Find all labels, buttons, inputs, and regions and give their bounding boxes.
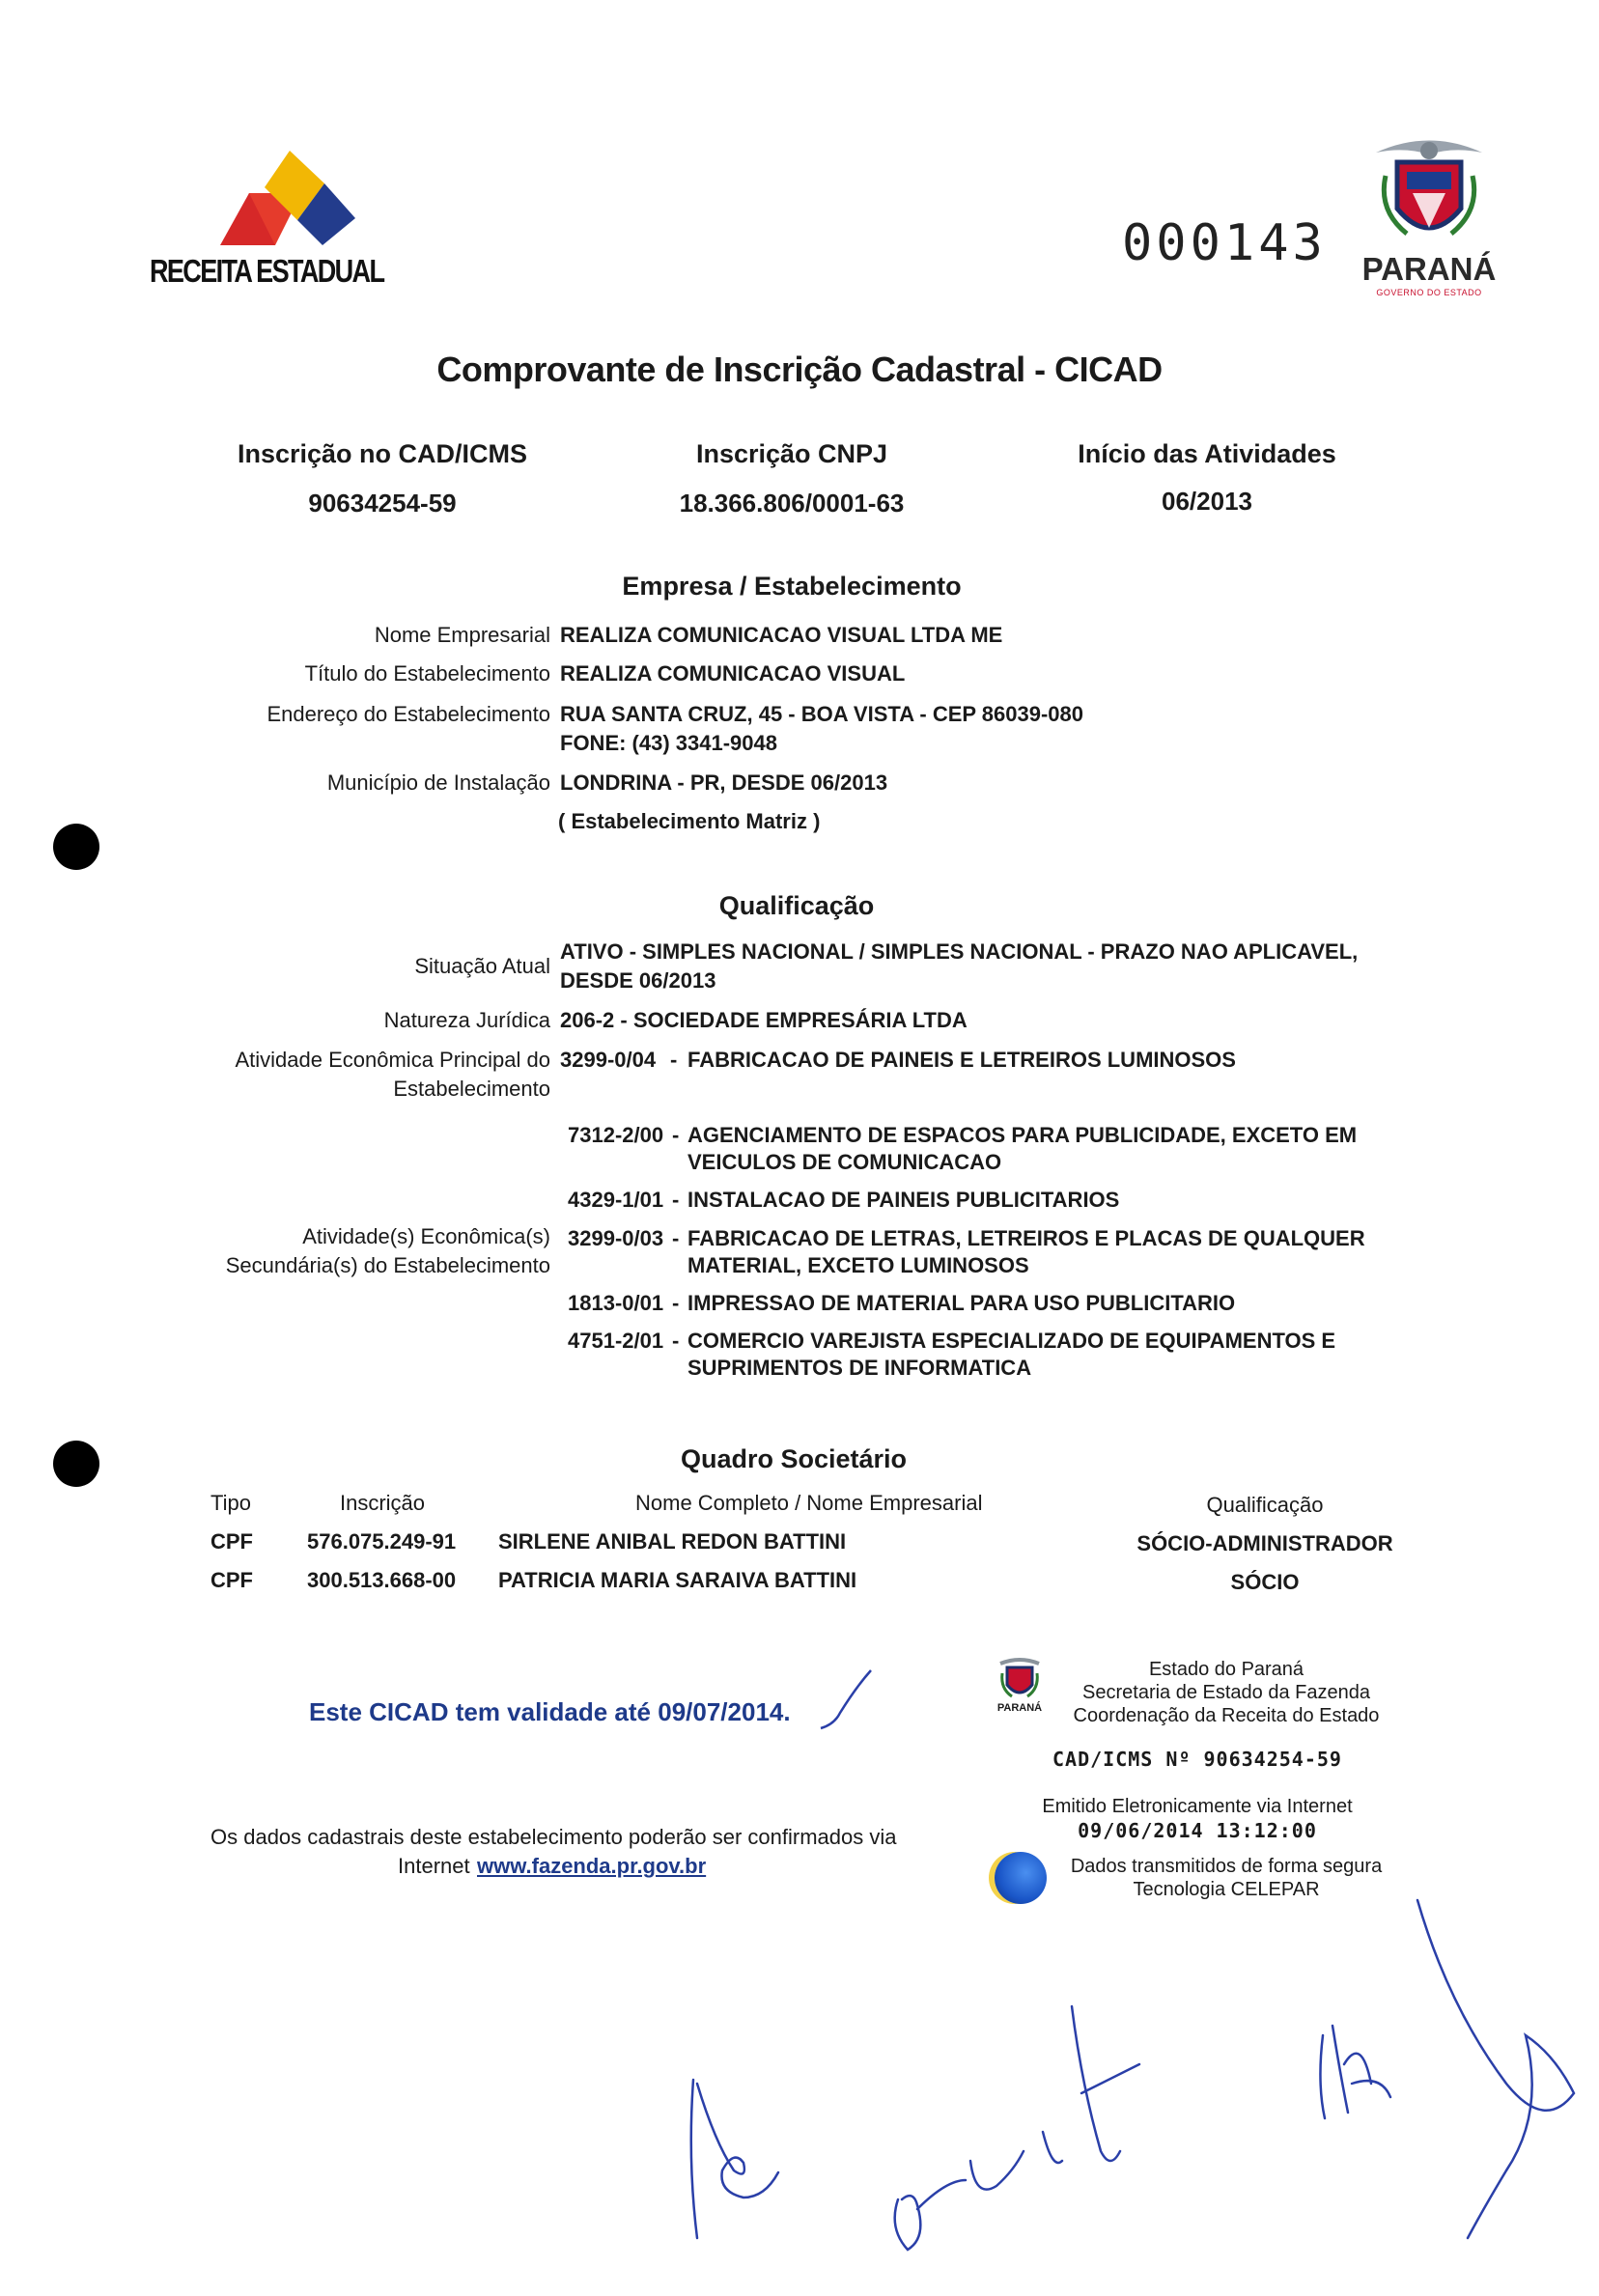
socio-inscricao: 300.513.668-00 [307,1568,457,1592]
socio-nome: PATRICIA MARIA SARAIVA BATTINI [498,1568,857,1592]
punch-hole-top [53,824,99,870]
socio-tipo: CPF [210,1529,253,1554]
fazenda-link[interactable]: www.fazenda.pr.gov.br [477,1854,707,1878]
natureza-juridica-value: 206-2 - SOCIEDADE EMPRESÁRIA LTDA [560,1008,968,1032]
estabelecimento-tipo: ( Estabelecimento Matriz ) [558,809,821,833]
stamp-datetime: 09/06/2014 13:12:00 [1078,1819,1317,1842]
atividade-secundaria-sep: - [672,1123,680,1147]
atividade-secundaria-desc: FABRICACAO DE LETRAS, LETREIROS E PLACAS DE QUALQUER [687,1226,1365,1250]
col-tipo-header: Tipo [210,1491,251,1515]
stamp-emitido: Emitido Eletronicamente via Internet [1042,1796,1353,1817]
signature-2 [895,2006,1139,2250]
footer-note-line2: Internet [398,1854,470,1878]
col-inscricao-header: Inscrição [340,1491,426,1515]
socio-inscricao: 576.075.249-91 [307,1529,457,1554]
parana-coat-of-arms [1357,133,1501,302]
situacao-value-line1: ATIVO - SIMPLES NACIONAL / SIMPLES NACIONAL - PRAZO NAO APLICAVEL, [560,939,1359,964]
atividade-secundaria-code: 4751-2/01 [568,1329,664,1353]
atividade-principal-code: 3299-0/04 [560,1048,657,1072]
mini-state-name: PARANÁ [996,1702,1043,1714]
nome-empresarial-value: REALIZA COMUNICACAO VISUAL LTDA ME [560,623,1003,647]
atividade-secundaria-label-line1: Atividade(s) Econômica(s) [302,1224,550,1248]
receita-estadual-logo [145,145,396,290]
signature-3 [1320,2026,1390,2118]
atividade-secundaria-desc: IMPRESSAO DE MATERIAL PARA USO PUBLICITARIO [687,1291,1236,1315]
nome-empresarial-label: Nome Empresarial [374,623,550,647]
atividade-secundaria-desc: AGENCIAMENTO DE ESPACOS PARA PUBLICIDADE, EXCETO EM [687,1123,1358,1147]
receita-logo-icon [193,145,386,251]
atividade-secundaria-sep: - [672,1188,680,1212]
quadro-societario-heading: Quadro Societário [680,1444,908,1473]
atividade-secundaria-code: 4329-1/01 [568,1188,664,1212]
atividade-secundaria-sep: - [672,1226,680,1250]
qualificacao-heading: Qualificação [718,891,875,920]
atividade-secundaria-desc: INSTALACAO DE PAINEIS PUBLICITARIOS [687,1188,1120,1212]
stamp-line2: Secretaria de Estado da Fazenda [1082,1682,1370,1703]
signature-4 [1417,1900,1574,2238]
natureza-juridica-label: Natureza Jurídica [383,1008,550,1032]
handwritten-signatures [0,1890,1599,2296]
atividade-secundaria-desc: COMERCIO VAREJISTA ESPECIALIZADO DE EQUIPAMENTOS E [687,1329,1336,1353]
atividade-secundaria-code: 1813-0/01 [568,1291,664,1315]
state-subtitle: GOVERNO DO ESTADO [1376,288,1482,297]
logo-text: RECEITA ESTADUAL [150,253,384,289]
atividade-secundaria-desc-cont: SUPRIMENTOS DE INFORMATICA [687,1356,1032,1380]
punch-hole-bottom [53,1441,99,1487]
cnpj-value: 18.366.806/0001-63 [679,489,905,518]
coat-of-arms-icon [1357,133,1501,249]
atividade-secundaria-code: 7312-2/00 [568,1123,664,1147]
atividade-principal-label-line2: Estabelecimento [393,1077,550,1101]
socio-tipo: CPF [210,1568,253,1592]
stamp-cad-icms: CAD/ICMS Nº 90634254-59 [1052,1748,1342,1771]
atividade-principal-sep: - [670,1048,678,1072]
cnpj-label: Inscrição CNPJ [695,439,888,468]
atividade-secundaria-desc-cont: MATERIAL, EXCETO LUMINOSOS [687,1253,1029,1277]
state-name: PARANÁ [1361,251,1497,287]
titulo-estabelecimento-label: Título do Estabelecimento [304,661,550,686]
socio-qualificacao: SÓCIO-ADMINISTRADOR [1136,1531,1393,1555]
atividade-secundaria-desc-cont: VEICULOS DE COMUNICACAO [687,1150,1002,1174]
titulo-estabelecimento-value: REALIZA COMUNICACAO VISUAL [560,661,906,686]
page-title: Comprovante de Inscrição Cadastral - CICAD [436,350,1163,389]
situacao-value-line2: DESDE 06/2013 [560,968,716,993]
situacao-label: Situação Atual [414,954,550,978]
atividade-principal-label-line1: Atividade Econômica Principal do [235,1048,550,1072]
stamp-line1: Estado do Paraná [1148,1659,1304,1680]
atividade-secundaria-sep: - [672,1329,680,1353]
socio-qualificacao: SÓCIO [1230,1570,1300,1594]
col-nome-header: Nome Completo / Nome Empresarial [635,1491,983,1515]
cad-icms-value: 90634254-59 [308,489,457,518]
inicio-atividades-label: Início das Atividades [1078,439,1336,468]
validade-checkmark [817,1666,875,1734]
endereco-label: Endereço do Estabelecimento [266,702,550,726]
validade-note: Este CICAD tem validade até 09/07/2014. [309,1697,791,1726]
municipio-label: Município de Instalação [326,770,550,795]
stamp-seguro-line1: Dados transmitidos de forma segura [1070,1856,1383,1877]
municipio-value: LONDRINA - PR, DESDE 06/2013 [560,770,888,795]
signature-1 [691,2080,778,2238]
fone-value: FONE: (43) 3341-9048 [560,731,777,755]
cad-icms-label: Inscrição no CAD/ICMS [237,439,528,468]
mini-coat-of-arms [991,1656,1049,1723]
endereco-value: RUA SANTA CRUZ, 45 - BOA VISTA - CEP 86039-080 [560,702,1083,726]
inicio-atividades-value: 06/2013 [1162,487,1252,516]
atividade-secundaria-sep: - [672,1291,680,1315]
socio-nome: SIRLENE ANIBAL REDON BATTINI [498,1529,847,1554]
document-number: 000143 [1122,214,1327,272]
empresa-heading: Empresa / Estabelecimento [622,572,962,601]
atividade-secundaria-code: 3299-0/03 [568,1226,664,1250]
mini-coat-of-arms-icon [991,1656,1049,1702]
stamp-seguro-line2: Tecnologia CELEPAR [1133,1879,1320,1900]
atividade-principal-desc: FABRICACAO DE PAINEIS E LETREIROS LUMINOSOS [687,1048,1236,1072]
stamp-line3: Coordenação da Receita do Estado [1073,1705,1380,1726]
footer-note-line1: Os dados cadastrais deste estabelecimento poderão ser confirmados via [210,1825,897,1849]
atividade-secundaria-label-line2: Secundária(s) do Estabelecimento [225,1253,550,1277]
col-qualificacao-header: Qualificação [1206,1493,1324,1517]
